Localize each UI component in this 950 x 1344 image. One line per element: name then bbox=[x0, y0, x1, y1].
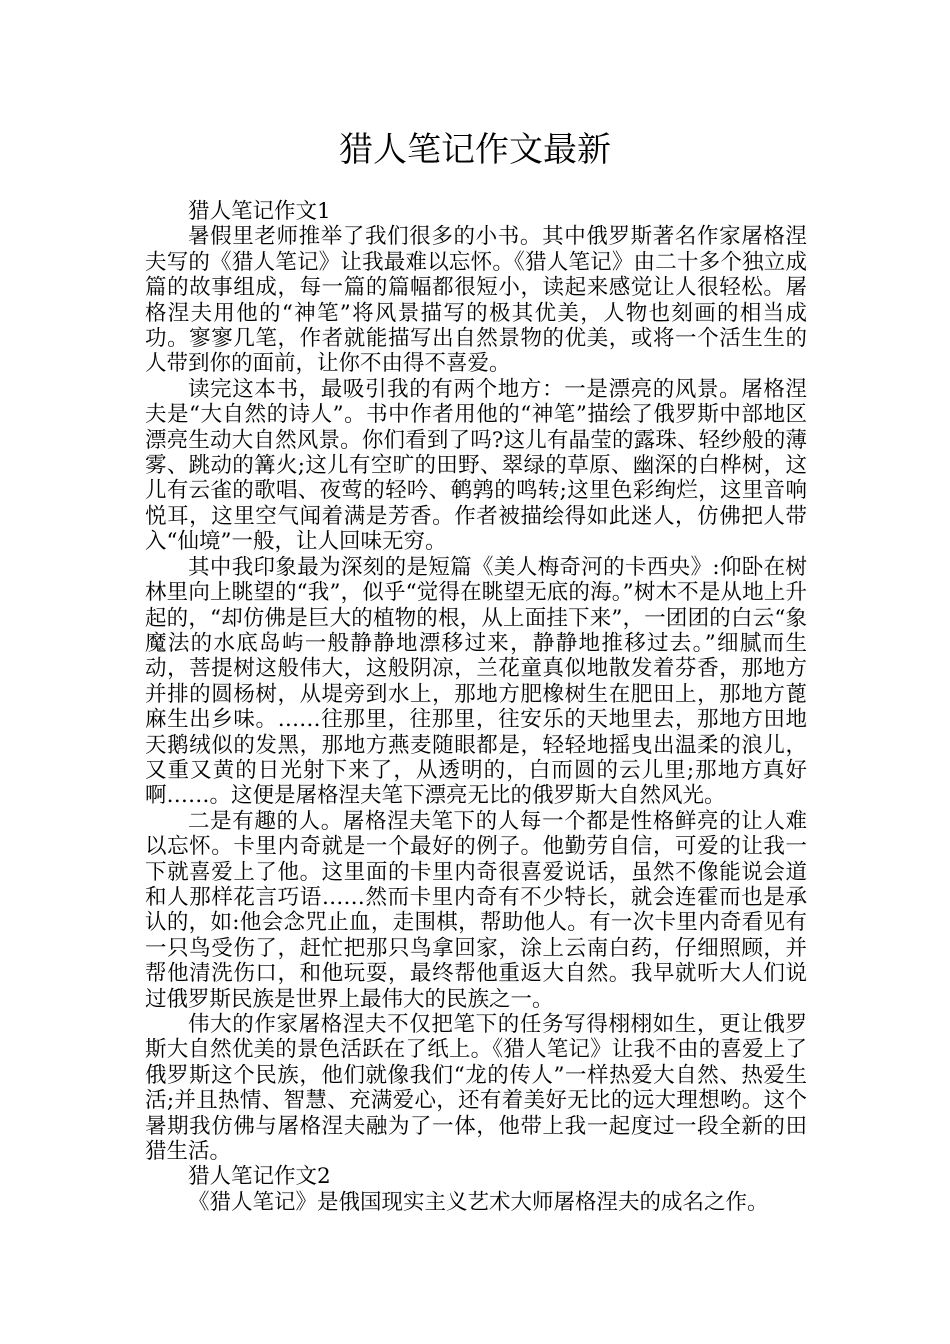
body-paragraph: 《猎人笔记》是俄国现实主义艺术大师屠格涅夫的成名之作。 bbox=[188, 1189, 769, 1215]
body-paragraph: 其中我印象最为深刻的是短篇《美人梅奇河的卡西央》:仰卧在树林里向上眺望的“我”，似乎“觉得在眺望无底的海。”树木不是从地上升起的，“却仿佛是巨大的植物的根，从上面挂下来”，一团团的白云“象魔法的水底岛屿一般静静地漂移过来，静静地推移过去。”细腻而生动，菩提树这般伟大，这般阴凉，兰花童真似地散发着芬香，那地方并排的圆杨树，从堤旁到水上，那地方肥橡树生在肥田上，那地方蓖麻生出乡味。……往那里，往那里，往安乐的天地里去，那地方田地天鹅绒似的发黑，那地方燕麦随眼都是，轻轻地摇曳出温柔的浪儿，又重又黄的日光射下来了，从透明的，白而圆的云儿里;那地方真好啊……。这便是屠格涅夫笔下漂亮无比的俄罗斯大自然风光。 bbox=[145, 554, 807, 809]
section-heading-1: 猎人笔记作文1 bbox=[188, 199, 331, 224]
body-paragraph: 二是有趣的人。屠格涅夫笔下的人每一个都是性格鲜亮的让人难以忘怀。卡里内奇就是一个最好的例子。他勤劳自信，可爱的让我一下就喜爱上了他。这里面的卡里内奇很喜爱说话，虽然不像能说会道和人那样花言巧语……然而卡里内奇有不少特长，就会连霍而也是承认的，如:他会念咒止血，走围棋，帮助他人。有一次卡里内奇看见有一只鸟受伤了，赶忙把那只鸟拿回家，涂上云南白药，仔细照顾，并帮他清洗伤口，和他玩耍，最终帮他重返大自然。我早就听大人们说过俄罗斯民族是世界上最伟大的民族之一。 bbox=[145, 808, 807, 1012]
document-body bbox=[145, 199, 807, 1215]
section-heading-2: 猎人笔记作文2 bbox=[188, 1164, 331, 1190]
body-paragraph: 读完这本书，最吸引我的有两个地方：一是漂亮的风景。屠格涅夫是“大自然的诗人”。书中作者用他的“神笔”描绘了俄罗斯中部地区漂亮生动大自然风景。你们看到了吗?这儿有晶莹的露珠、轻纱般的薄雾、跳动的篝火;这儿有空旷的田野、翠绿的草原、幽深的白桦树，这儿有云雀的歌唱、夜莺的轻吟、鹌鹑的鸣转;这里色彩绚烂，这里音响悦耳，这里空气闻着满是芳香。作者被描绘得如此迷人，仿佛把人带入“仙境”一般，让人回味无穷。 bbox=[145, 376, 807, 555]
document-title: 猎人笔记作文最新 bbox=[339, 130, 611, 170]
body-paragraph: 暑假里老师推举了我们很多的小书。其中俄罗斯著名作家屠格涅夫写的《猎人笔记》让我最难以忘怀。《猎人笔记》由二十多个独立成篇的故事组成，每一篇的篇幅都很短小，读起来感觉让人很轻松。屠格涅夫用他的“神笔”将风景描写的极其优美，人物也刻画的相当成功。寥寥几笔，作者就能描写出自然景物的优美，或将一个活生生的人带到你的面前，让你不由得不喜爱。 bbox=[145, 224, 807, 377]
body-paragraph: 伟大的作家屠格涅夫不仅把笔下的任务写得栩栩如生，更让俄罗斯大自然优美的景色活跃在了纸上。《猎人笔记》让我不由的喜爱上了俄罗斯这个民族，他们就像我们“龙的传人”一样热爱大自然、热爱生活;并且热情、智慧、充满爱心，还有着美好无比的远大理想哟。这个暑期我仿佛与屠格涅夫融为了一体，他带上我一起度过一段全新的田猎生活。 bbox=[145, 1012, 807, 1165]
